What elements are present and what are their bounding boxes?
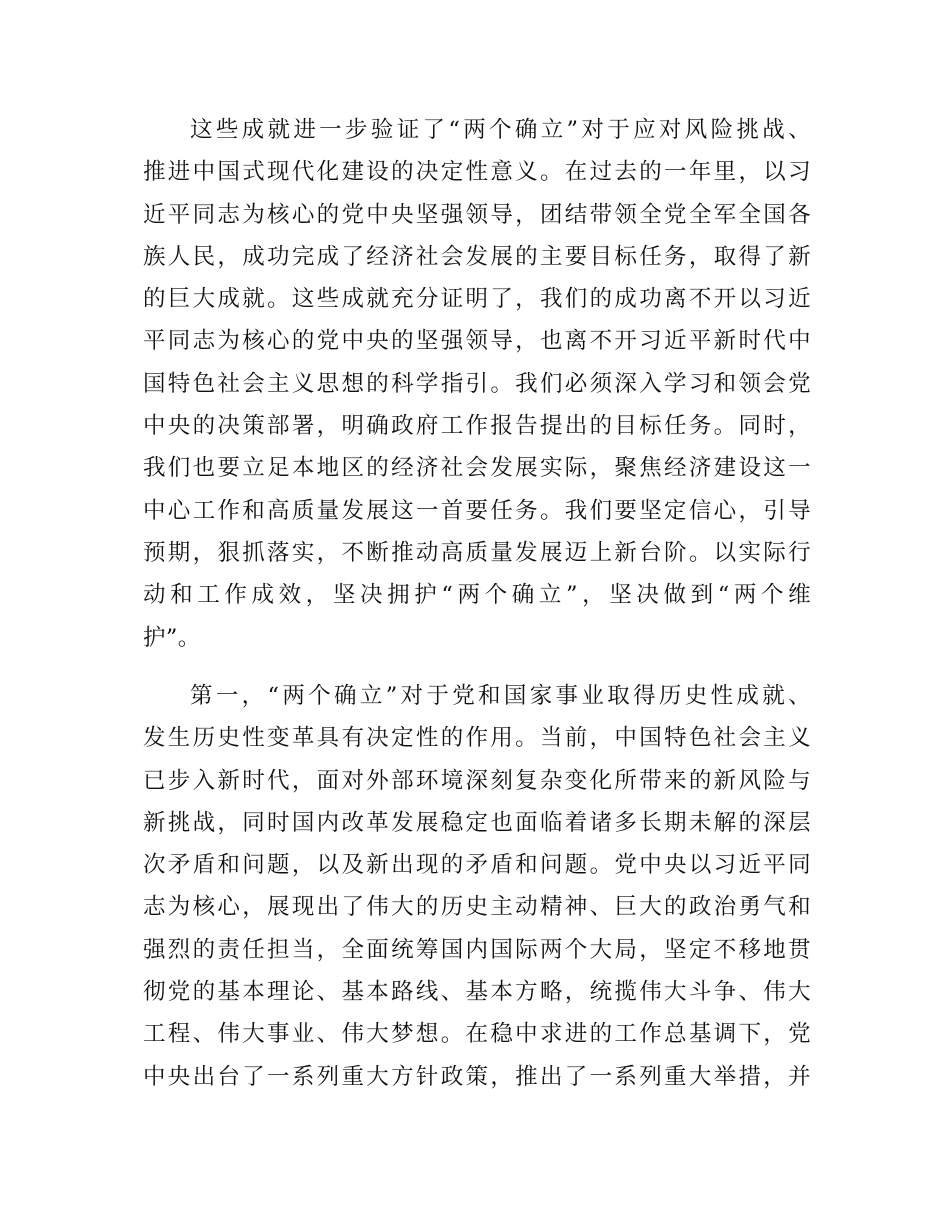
paragraph-line: 第一，“两个确立”对于党和国家事业取得历史性成就、 — [190, 683, 811, 709]
paragraph-line: 我们也要立足本地区的经济社会发展实际，聚焦经济建设这一 — [143, 455, 811, 482]
paragraph-line: 次矛盾和问题，以及新出现的矛盾和问题。党中央以习近平同 — [143, 852, 811, 879]
paragraph-line: 中心工作和高质量发展这一首要任务。我们要坚定信心，引导 — [143, 497, 811, 524]
paragraph-line: 志为核心，展现出了伟大的历史主动精神、巨大的政治勇气和 — [143, 894, 811, 921]
paragraph-line: 近平同志为核心的党中央坚强领导，团结带领全党全军全国各 — [143, 201, 811, 228]
paragraph-line: 已步入新时代，面对外部环境深刻复杂变化所带来的新风险与 — [143, 767, 811, 794]
paragraph-line: 护”。 — [143, 624, 201, 651]
paragraph-line: 推进中国式现代化建设的决定性意义。在过去的一年里，以习 — [143, 159, 811, 186]
paragraph-line: 国特色社会主义思想的科学指引。我们必须深入学习和领会党 — [143, 370, 811, 397]
paragraph-line: 平同志为核心的党中央的坚强领导，也离不开习近平新时代中 — [143, 328, 811, 355]
paragraph-line: 工程、伟大事业、伟大梦想。在稳中求进的工作总基调下，党 — [143, 1021, 811, 1048]
paragraph-line: 动和工作成效，坚决拥护“两个确立”，坚决做到“两个维 — [143, 582, 811, 609]
paragraph-line: 中央出台了一系列重大方针政策，推出了一系列重大举措，并 — [143, 1063, 811, 1090]
paragraph-line: 强烈的责任担当，全面统筹国内国际两个大局，坚定不移地贯 — [143, 936, 811, 963]
paragraph-line: 族人民，成功完成了经济社会发展的主要目标任务，取得了新 — [143, 243, 811, 270]
paragraph-1 — [143, 109, 811, 659]
paragraph-line: 的巨大成就。这些成就充分证明了，我们的成功离不开以习近 — [143, 286, 811, 313]
paragraph-2 — [143, 675, 811, 1098]
paragraph-line: 中央的决策部署，明确政府工作报告提出的目标任务。同时， — [143, 413, 811, 440]
paragraph-line: 新挑战，同时国内改革发展稳定也面临着诸多长期未解的深层 — [143, 809, 811, 836]
paragraph-line: 预期，狠抓落实，不断推动高质量发展迈上新台阶。以实际行 — [143, 539, 811, 566]
paragraph-line: 发生历史性变革具有决定性的作用。当前，中国特色社会主义 — [143, 725, 811, 752]
paragraph-line: 彻党的基本理论、基本路线、基本方略，统揽伟大斗争、伟大 — [143, 979, 811, 1006]
paragraph-line: 这些成就进一步验证了“两个确立”对于应对风险挑战、 — [190, 117, 811, 143]
